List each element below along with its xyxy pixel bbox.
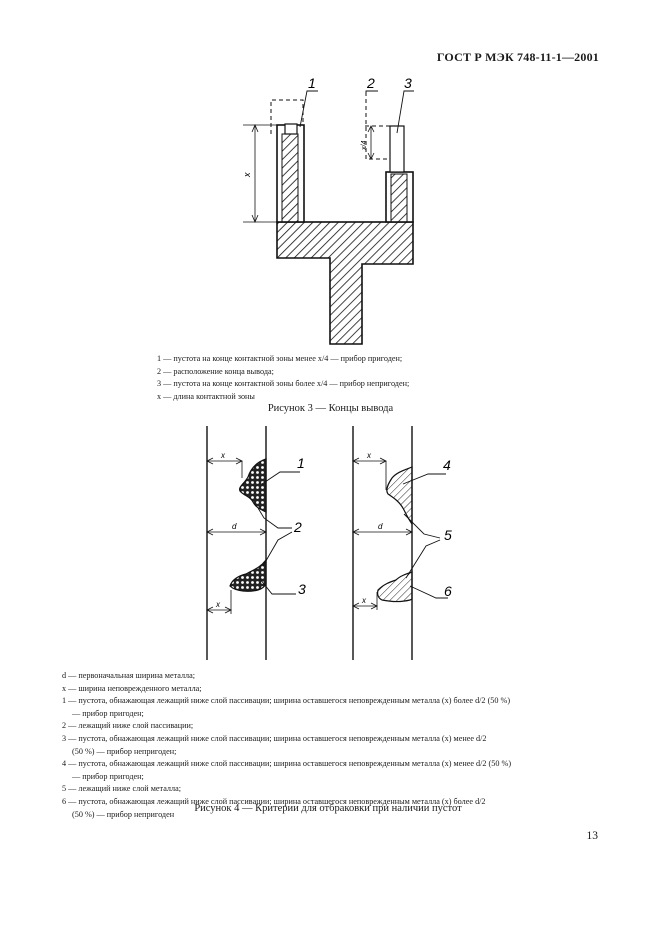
legend-item: 1 — пустота, обнажающая лежащий ниже слой пассивации; ширина оставшегося неповрежденным металла (x) более d/2 (50 %) xyxy=(62,696,511,706)
legend-item: 5 — лежащий ниже слой металла; xyxy=(62,784,182,794)
legend-item-continuation: — прибор пригоден; xyxy=(72,771,144,781)
fig4-label-4: 4 xyxy=(443,457,451,473)
figure-3-caption: Рисунок 3 — Концы вывода xyxy=(267,403,394,414)
fig4-left-d: d xyxy=(232,522,237,531)
figure-3-legend xyxy=(157,353,409,403)
page-number: 13 xyxy=(586,830,598,842)
fig3-label-2: 2 xyxy=(367,75,375,91)
document-header: ГОСТ Р МЭК 748-11-1—2001 xyxy=(436,50,599,64)
fig4-left-x-bottom: x xyxy=(216,600,220,609)
legend-item: d — первоначальная ширина металла; xyxy=(62,671,196,680)
figure-4-caption: Рисунок 4 — Критерии для отбраковки при наличии пустот xyxy=(194,803,462,814)
void-1 xyxy=(285,124,297,134)
legend-item: x — ширина неповрежденного металла; xyxy=(62,683,202,693)
figure-4-right-strip xyxy=(353,426,448,660)
fig4-right-d: d xyxy=(378,522,383,531)
figure-3-lead-ends xyxy=(243,91,414,344)
legend-item: 6 — пустота, обнажающая лежащий ниже слой пассивации; ширина оставшегося неповрежденным металла (x) более d/2 xyxy=(62,796,486,806)
fig4-label-1: 1 xyxy=(297,455,305,471)
fig3-dim-x-label: x xyxy=(242,172,252,177)
right-contact-fill xyxy=(391,174,407,222)
void-1 xyxy=(240,459,266,512)
fig4-label-3: 3 xyxy=(298,581,306,597)
legend-item: x — длина контактной зоны xyxy=(157,391,255,401)
fig4-right-x-bottom: x xyxy=(362,596,366,605)
legend-item: 3 — пустота на конце контактной зоны более x/4 — прибор непригоден; xyxy=(157,379,410,389)
legend-item: 2 — расположение конца вывода; xyxy=(157,366,274,376)
fig3-dim-x4-label: x/4 xyxy=(361,140,368,150)
legend-item: 4 — пустота, обнажающая лежащий ниже слой пассивации; ширина оставшегося неповрежденным металла (x) менее d/2 (50 %) xyxy=(62,759,512,769)
fig4-label-6: 6 xyxy=(444,583,452,599)
legend-item: 3 — пустота, обнажающая лежащий ниже слой пассивации; ширина оставшегося неповрежденным металла (x) менее d/2 xyxy=(62,733,487,743)
lead-body xyxy=(277,222,413,344)
fig3-label-1: 1 xyxy=(308,75,316,91)
legend-item: 2 — лежащий ниже слой пассивации; xyxy=(62,721,194,731)
void-4 xyxy=(387,467,412,524)
fig4-right-x-top: x xyxy=(367,451,371,460)
fig4-label-2: 2 xyxy=(294,519,302,535)
left-contact-fill xyxy=(282,134,298,222)
void-3 xyxy=(230,560,266,591)
legend-item-continuation: (50 %) — прибор непригоден; xyxy=(72,746,177,756)
legend-item-continuation: (50 %) — прибор непригоден xyxy=(72,809,175,819)
fig3-label-3: 3 xyxy=(404,75,412,91)
legend-item: 1 — пустота на конце контактной зоны менее x/4 — прибор пригоден; xyxy=(157,354,403,363)
figure-4-left-strip xyxy=(207,426,300,660)
fig4-left-x-top: x xyxy=(221,451,225,460)
figure-4-legend xyxy=(62,670,511,821)
legend-item-continuation: — прибор пригоден; xyxy=(72,708,144,718)
fig4-label-5: 5 xyxy=(444,527,452,543)
